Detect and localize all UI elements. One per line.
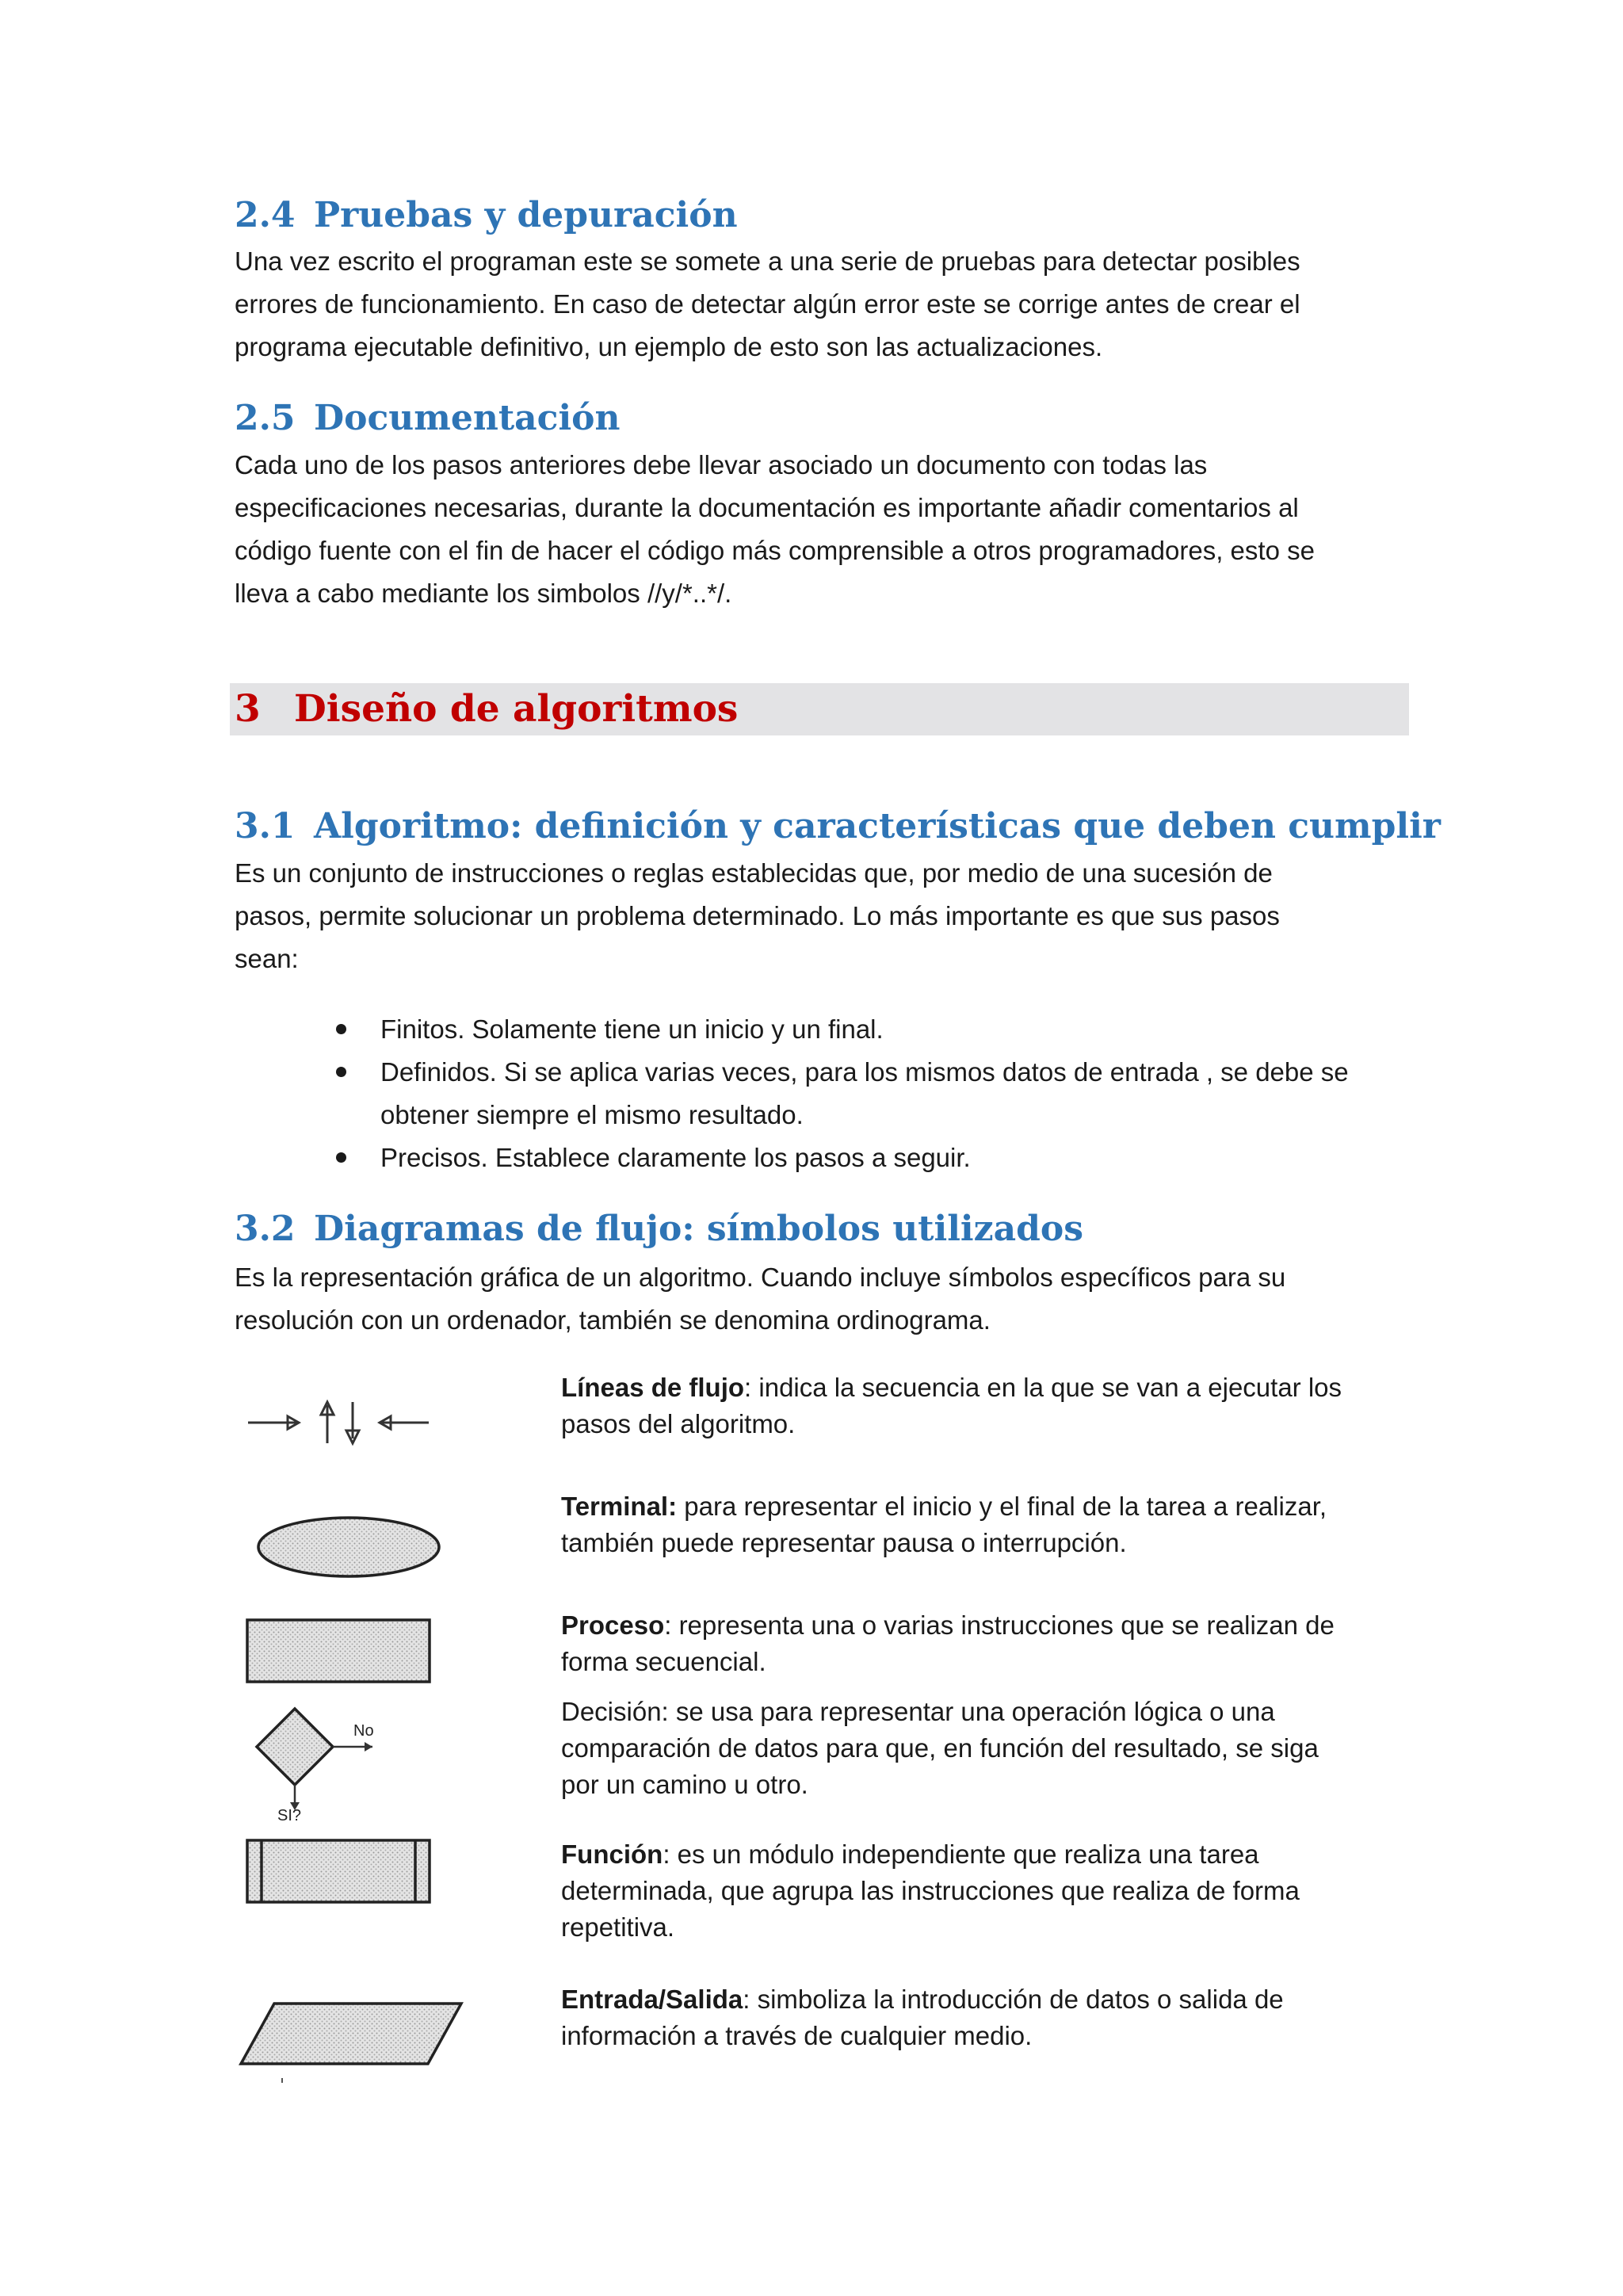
heading-2-5 xyxy=(235,396,621,441)
symbol-desc: Decisión: se usa para representar una operación lógica o una xyxy=(561,1697,1275,1726)
symbol-desc: comparación de datos para que, en función del resultado, se siga xyxy=(561,1733,1319,1763)
heading-3-2 xyxy=(235,1207,1083,1251)
bullet-dot-icon xyxy=(336,1024,346,1034)
text-line: código fuente con el fin de hacer el código más comprensible a otros programadores, esto se xyxy=(235,536,1315,565)
paragraph-pruebas xyxy=(235,240,1400,369)
bullet-list xyxy=(333,1008,1419,1179)
symbol-name: Terminal: xyxy=(561,1492,678,1521)
heading-number: 3.2 xyxy=(235,1209,296,1249)
text-line: errores de funcionamiento. En caso de detectar algún error este se corrige antes de crear el xyxy=(235,289,1300,319)
list-item xyxy=(333,1137,1419,1179)
flow-lines-icon xyxy=(242,1399,432,1446)
list-item xyxy=(333,1051,1419,1137)
symbol-desc: por un camino u otro. xyxy=(561,1770,808,1799)
decision-no-label: No xyxy=(353,1722,374,1740)
symbol-description-decision xyxy=(561,1694,1409,1803)
paragraph-diagramas xyxy=(235,1256,1400,1342)
decision-yes-label: SI? xyxy=(277,1807,302,1823)
symbol-desc: : es un módulo independiente que realiza una tarea xyxy=(663,1839,1259,1869)
heading-title: Algoritmo: definición y características que deben cumplir xyxy=(314,806,1441,846)
symbol-desc: repetitiva. xyxy=(561,1912,675,1942)
bullet-dot-icon xyxy=(336,1067,346,1077)
symbol-name: Función xyxy=(561,1839,663,1869)
text-line: Cada uno de los pasos anteriores debe llevar asociado un documento con todas las xyxy=(235,450,1208,479)
text-line: Es la representación gráfica de un algoritmo. Cuando incluye símbolos específicos para su xyxy=(235,1263,1286,1292)
paragraph-documentacion xyxy=(235,444,1400,615)
decision-diamond-icon xyxy=(254,1704,388,1823)
heading-title: Diseño de algoritmos xyxy=(294,687,739,731)
list-item-text: Finitos. Solamente tiene un inicio y un final. xyxy=(380,1014,884,1044)
symbol-desc: para representar el inicio y el final de la tarea a realizar, xyxy=(677,1492,1327,1521)
heading-3-1 xyxy=(235,804,1441,849)
symbol-desc: forma secuencial. xyxy=(561,1647,766,1676)
function-rectangle-icon xyxy=(244,1837,434,1905)
list-item-text: Definidos. Si se aplica varias veces, para los mismos datos de entrada , se debe se xyxy=(380,1057,1349,1087)
heading-number: 2.5 xyxy=(235,398,296,438)
paragraph-algoritmo xyxy=(235,852,1400,980)
process-rectangle-icon xyxy=(244,1617,434,1685)
terminal-oval-icon xyxy=(254,1514,444,1580)
symbol-desc: pasos del algoritmo. xyxy=(561,1409,796,1438)
text-line: programa ejecutable definitivo, un ejemplo de esto son las actualizaciones. xyxy=(235,332,1103,361)
text-line: pasos, permite solucionar un problema determinado. Lo más importante es que sus pasos xyxy=(235,901,1280,930)
heading-2-4 xyxy=(235,193,738,238)
text-line: especificaciones necesarias, durante la documentación es importante añadir comentarios al xyxy=(235,493,1299,522)
heading-number: 2.4 xyxy=(235,195,296,235)
text-line: Una vez escrito el programan este se somete a una serie de pruebas para detectar posibles xyxy=(235,246,1300,276)
symbol-name: Entrada/Salida xyxy=(561,1985,743,2014)
symbol-desc: : indica la secuencia en la que se van a ejecutar los xyxy=(744,1373,1342,1402)
text-line: resolución con un ordenador, también se denomina ordinograma. xyxy=(235,1305,991,1335)
symbol-name: Proceso xyxy=(561,1610,665,1640)
list-item xyxy=(333,1008,1419,1051)
text-line: lleva a cabo mediante los simbolos //y/*..*/. xyxy=(235,579,732,608)
text-line: Es un conjunto de instrucciones o reglas establecidas que, por medio de una sucesión de xyxy=(235,858,1273,888)
heading-number: 3.1 xyxy=(235,806,296,846)
heading-3 xyxy=(235,683,738,735)
list-item-text: obtener siempre el mismo resultado. xyxy=(380,1100,804,1129)
symbol-description-function xyxy=(561,1836,1409,1946)
list-item-text: Precisos. Establece claramente los pasos a seguir. xyxy=(380,1143,971,1172)
symbol-name: Líneas de flujo xyxy=(561,1373,745,1402)
text-line: sean: xyxy=(235,944,299,973)
heading-number: 3 xyxy=(235,687,261,731)
heading-title: Pruebas y depuración xyxy=(314,195,738,235)
symbol-desc: también puede representar pausa o interrupción. xyxy=(561,1528,1127,1557)
symbol-desc: información a través de cualquier medio. xyxy=(561,2021,1033,2050)
heading-title: Documentación xyxy=(314,398,621,438)
symbol-description-input-output xyxy=(561,1981,1409,2054)
symbol-desc: : representa una o varias instrucciones que se realizan de xyxy=(664,1610,1335,1640)
bullet-dot-icon xyxy=(336,1152,346,1163)
symbol-desc: : simboliza la introducción de datos o salida de xyxy=(743,1985,1284,2014)
input-output-parallelogram-icon xyxy=(238,1999,468,2086)
heading-title: Diagramas de flujo: símbolos utilizados xyxy=(314,1209,1084,1249)
symbol-desc: determinada, que agrupa las instrucciones que realiza de forma xyxy=(561,1876,1300,1905)
symbol-description-flow-lines xyxy=(561,1370,1409,1442)
symbol-description-terminal xyxy=(561,1488,1409,1561)
symbol-description-process xyxy=(561,1607,1409,1680)
